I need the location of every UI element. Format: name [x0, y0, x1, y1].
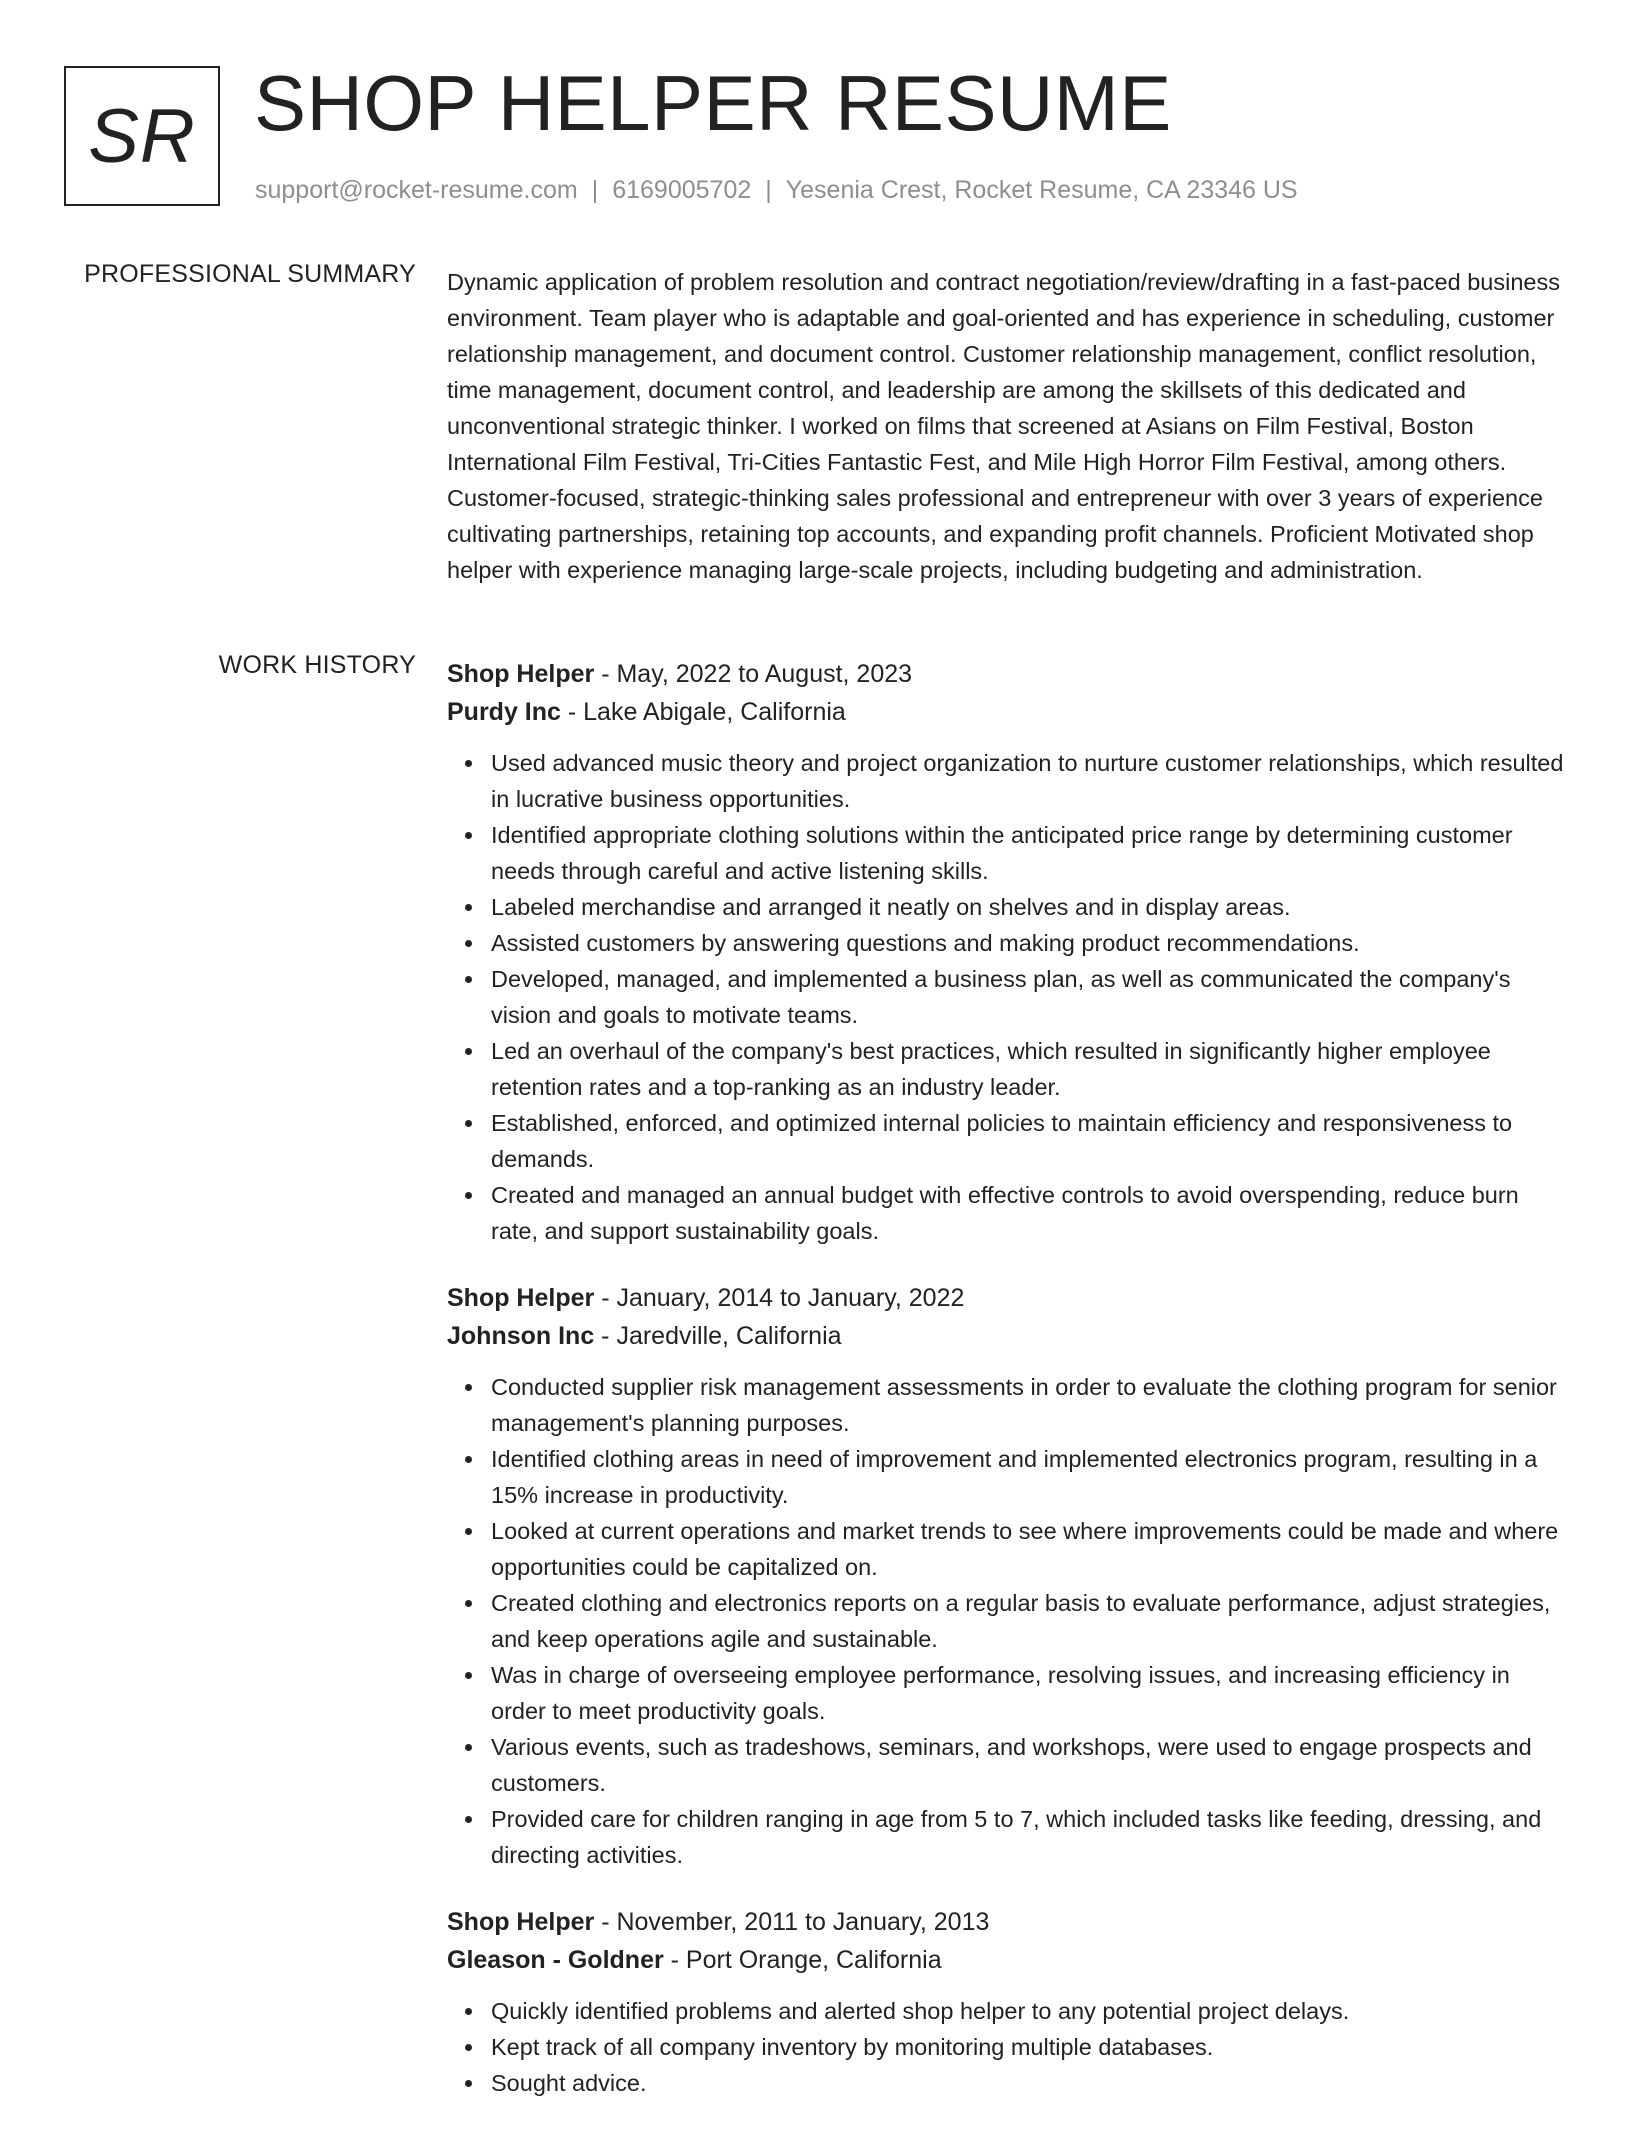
resume-title: SHOP HELPER RESUME: [254, 59, 1172, 147]
job-bullet: Assisted customers by answering questions and making product recommendations.: [491, 925, 1569, 961]
job-dates: - November, 2011 to January, 2013: [594, 1908, 990, 1936]
job-bullet: Provided care for children ranging in age from 5 to 7, which included tasks like feeding, dressing, and directing activities.: [491, 1801, 1569, 1873]
job-title: Shop Helper: [447, 660, 595, 688]
job-bullets: [447, 1369, 1569, 1873]
contact-email[interactable]: support@rocket-resume.com: [255, 176, 578, 204]
job-bullets: [447, 1993, 1569, 2101]
job-title-line: [447, 1279, 1569, 1317]
job-bullet: Used advanced music theory and project organization to nurture customer relationships, which resulted in lucrative business opportunities.: [491, 745, 1569, 817]
contact-line: [255, 174, 1298, 206]
contact-address: Yesenia Crest, Rocket Resume, CA 23346 US: [785, 176, 1298, 204]
section-label-summary: PROFESSIONAL SUMMARY: [84, 260, 416, 288]
job-bullet: Developed, managed, and implemented a business plan, as well as communicated the company's vision and goals to motivate teams.: [491, 961, 1569, 1033]
job-bullet: Created clothing and electronics reports on a regular basis to evaluate performance, adjust strategies, and keep operations agile and sustainable.: [491, 1585, 1569, 1657]
job-dates: - January, 2014 to January, 2022: [594, 1284, 965, 1312]
contact-separator: |: [591, 176, 599, 204]
job-title: Shop Helper: [447, 1908, 595, 1936]
job-title: Shop Helper: [447, 1284, 595, 1312]
job-dates: - May, 2022 to August, 2023: [594, 660, 913, 688]
job-company: Johnson Inc: [447, 1322, 595, 1350]
job-location: - Port Orange, California: [663, 1946, 942, 1974]
job-company-line: [447, 693, 1569, 731]
job-bullet: Identified appropriate clothing solutions within the anticipated price range by determining customer needs through careful and active listening skills.: [491, 817, 1569, 889]
job-bullets: [447, 745, 1569, 1249]
job-location: - Jaredville, California: [594, 1322, 842, 1350]
job-company-line: [447, 1317, 1569, 1355]
job-entry: [447, 1903, 1569, 2101]
summary-text: Dynamic application of problem resolution and contract negotiation/review/drafting in a fast-paced business environment. Team player who is adaptable and goal-oriented and has experience in scheduling, customer relationship management, and document control. Customer relationship management, conflict resolution, time management, document control, and leadership are among the skillsets of this dedicated and unconventional strategic thinker. I worked on films that screened at Asians on Film Festival, Boston International Film Festival, Tri-Cities Fantastic Fest, and Mile High Horror Film Festival, among others. Customer-focused, strategic-thinking sales professional and entrepreneur with over 3 years of experience cultivating partnerships, retaining top accounts, and expanding profit channels. Proficient Motivated shop helper with experience managing large-scale projects, including budgeting and administration.: [447, 269, 1560, 583]
job-bullet: Led an overhaul of the company's best practices, which resulted in significantly higher employee retention rates and a top-ranking as an industry leader.: [491, 1033, 1569, 1105]
job-title-line: [447, 1903, 1569, 1941]
job-bullet: Kept track of all company inventory by monitoring multiple databases.: [491, 2029, 1569, 2065]
job-company-line: [447, 1941, 1569, 1979]
job-bullet: Sought advice.: [491, 2065, 1569, 2101]
job-bullet: Quickly identified problems and alerted shop helper to any potential project delays.: [491, 1993, 1569, 2029]
job-entry: [447, 1279, 1569, 1873]
work-history-list: [447, 655, 1569, 2131]
job-bullet: Various events, such as tradeshows, seminars, and workshops, were used to engage prospects and customers.: [491, 1729, 1569, 1801]
job-bullet: Created and managed an annual budget with effective controls to avoid overspending, reduce burn rate, and support sustainability goals.: [491, 1177, 1569, 1249]
job-bullet: Established, enforced, and optimized internal policies to maintain efficiency and responsiveness to demands.: [491, 1105, 1569, 1177]
job-entry: [447, 655, 1569, 1249]
job-company: Purdy Inc: [447, 698, 561, 726]
job-company: Gleason - Goldner: [447, 1946, 664, 1974]
job-title-line: [447, 655, 1569, 693]
section-label-work-history: WORK HISTORY: [218, 651, 416, 679]
contact-separator: |: [765, 176, 772, 204]
monogram-logo: SR: [64, 66, 220, 206]
job-bullet: Looked at current operations and market trends to see where improvements could be made and where opportunities could be capitalized on.: [491, 1513, 1569, 1585]
job-bullet: Conducted supplier risk management assessments in order to evaluate the clothing program for senior management's planning purposes.: [491, 1369, 1569, 1441]
job-bullet: Labeled merchandise and arranged it neatly on shelves and in display areas.: [491, 889, 1569, 925]
job-bullet: Was in charge of overseeing employee performance, resolving issues, and increasing efficiency in order to meet productivity goals.: [491, 1657, 1569, 1729]
job-location: - Lake Abigale, California: [560, 698, 846, 726]
job-bullet: Identified clothing areas in need of improvement and implemented electronics program, resulting in a 15% increase in productivity.: [491, 1441, 1569, 1513]
contact-phone[interactable]: 6169005702: [612, 176, 752, 204]
